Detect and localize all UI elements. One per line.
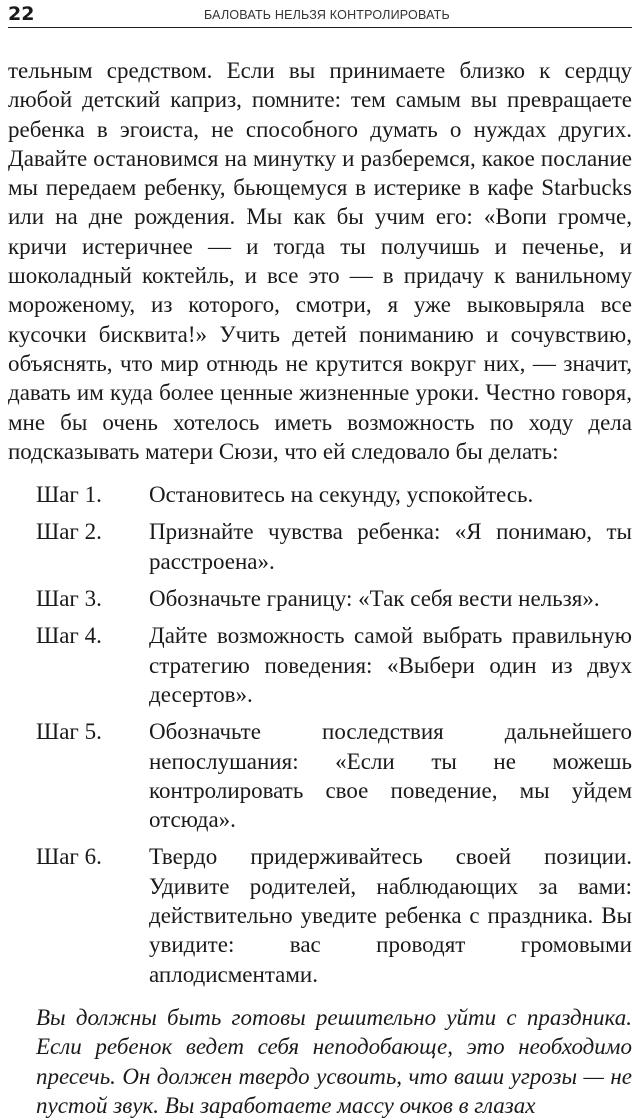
step-label: Шаг 4.: [36, 623, 102, 649]
running-title: БАЛОВАТЬ НЕЛЬЗЯ КОНТРОЛИРОВАТЬ: [204, 8, 450, 22]
step-item-1: [8, 480, 632, 509]
step-label: Шаг 2.: [36, 519, 102, 545]
steps-list: [8, 480, 632, 989]
step-item-2: [8, 517, 632, 576]
step-label: Шаг 3.: [36, 586, 102, 612]
step-text: Обозначьте последствия дальнейшего непослушания: «Если ты не можешь контролировать свое поведение, мы уйдем отсюда».: [149, 719, 632, 833]
step-text: Обозначьте границу: «Так себя вести нельзя».: [149, 586, 600, 612]
step-text: Остановитесь на секунду, успокойтесь.: [149, 482, 534, 508]
step-label: Шаг 6.: [36, 844, 102, 870]
step-label: Шаг 1.: [36, 482, 102, 508]
page-number: 22: [8, 3, 35, 25]
step-text: Дайте возможность самой выбрать правильную стратегию поведения: «Выбери один из двух десертов».: [149, 623, 632, 707]
page-content: [8, 56, 632, 1120]
step-text: Признайте чувства ребенка: «Я понимаю, ты расстроена».: [149, 519, 632, 574]
italic-paragraph: Вы должны быть готовы решительно уйти с праздника. Если ребенок ведет себя неподобающе, это необходимо пресечь. Он должен твердо усвоить, что ваши угрозы — не пустой звук. Вы заработаете массу очков в глазах: [36, 1004, 632, 1118]
step-label: Шаг 5.: [36, 719, 102, 745]
step-item-6: [8, 842, 632, 988]
body-paragraph: тельным средством. Если вы принимаете близко к сердцу любой детский каприз, помните: тем самым вы превращаете ребенка в эгоиста, не способного думать о нуждах других. Давайте остановимся на минутку и разберемся, какое послание мы передаем ребенку, бьющемуся в истерике в кафе Starbucks или на дне рождения. Мы как бы учим его: «Вопи громче, кричи истеричнее — и тогда ты получишь и печенье, и шоколадный коктейль, и все это — в придачу к ванильному мороженому, из которого, смотри, я уже выковыряла все кусочки бисквита!» Учить детей пониманию и сочувствию, объяснять, что мир отнюдь не крутится вокруг них, — значит, давать им куда более ценные жизненные уроки. Честно говоря, мне бы очень хотелось иметь возможность по ходу дела подсказывать матери Сюзи, что ей следовало бы делать:: [8, 58, 632, 464]
step-item-4: [8, 621, 632, 709]
page-header: [8, 3, 632, 28]
step-item-3: [8, 584, 632, 613]
step-text: Твердо придерживайтесь своей позиции. Удивите родителей, наблюдающих за вами: действительно уведите ребенка с праздника. Вы увидите: вас проводят громовыми аплодисментами.: [149, 844, 632, 987]
step-item-5: [8, 717, 632, 834]
